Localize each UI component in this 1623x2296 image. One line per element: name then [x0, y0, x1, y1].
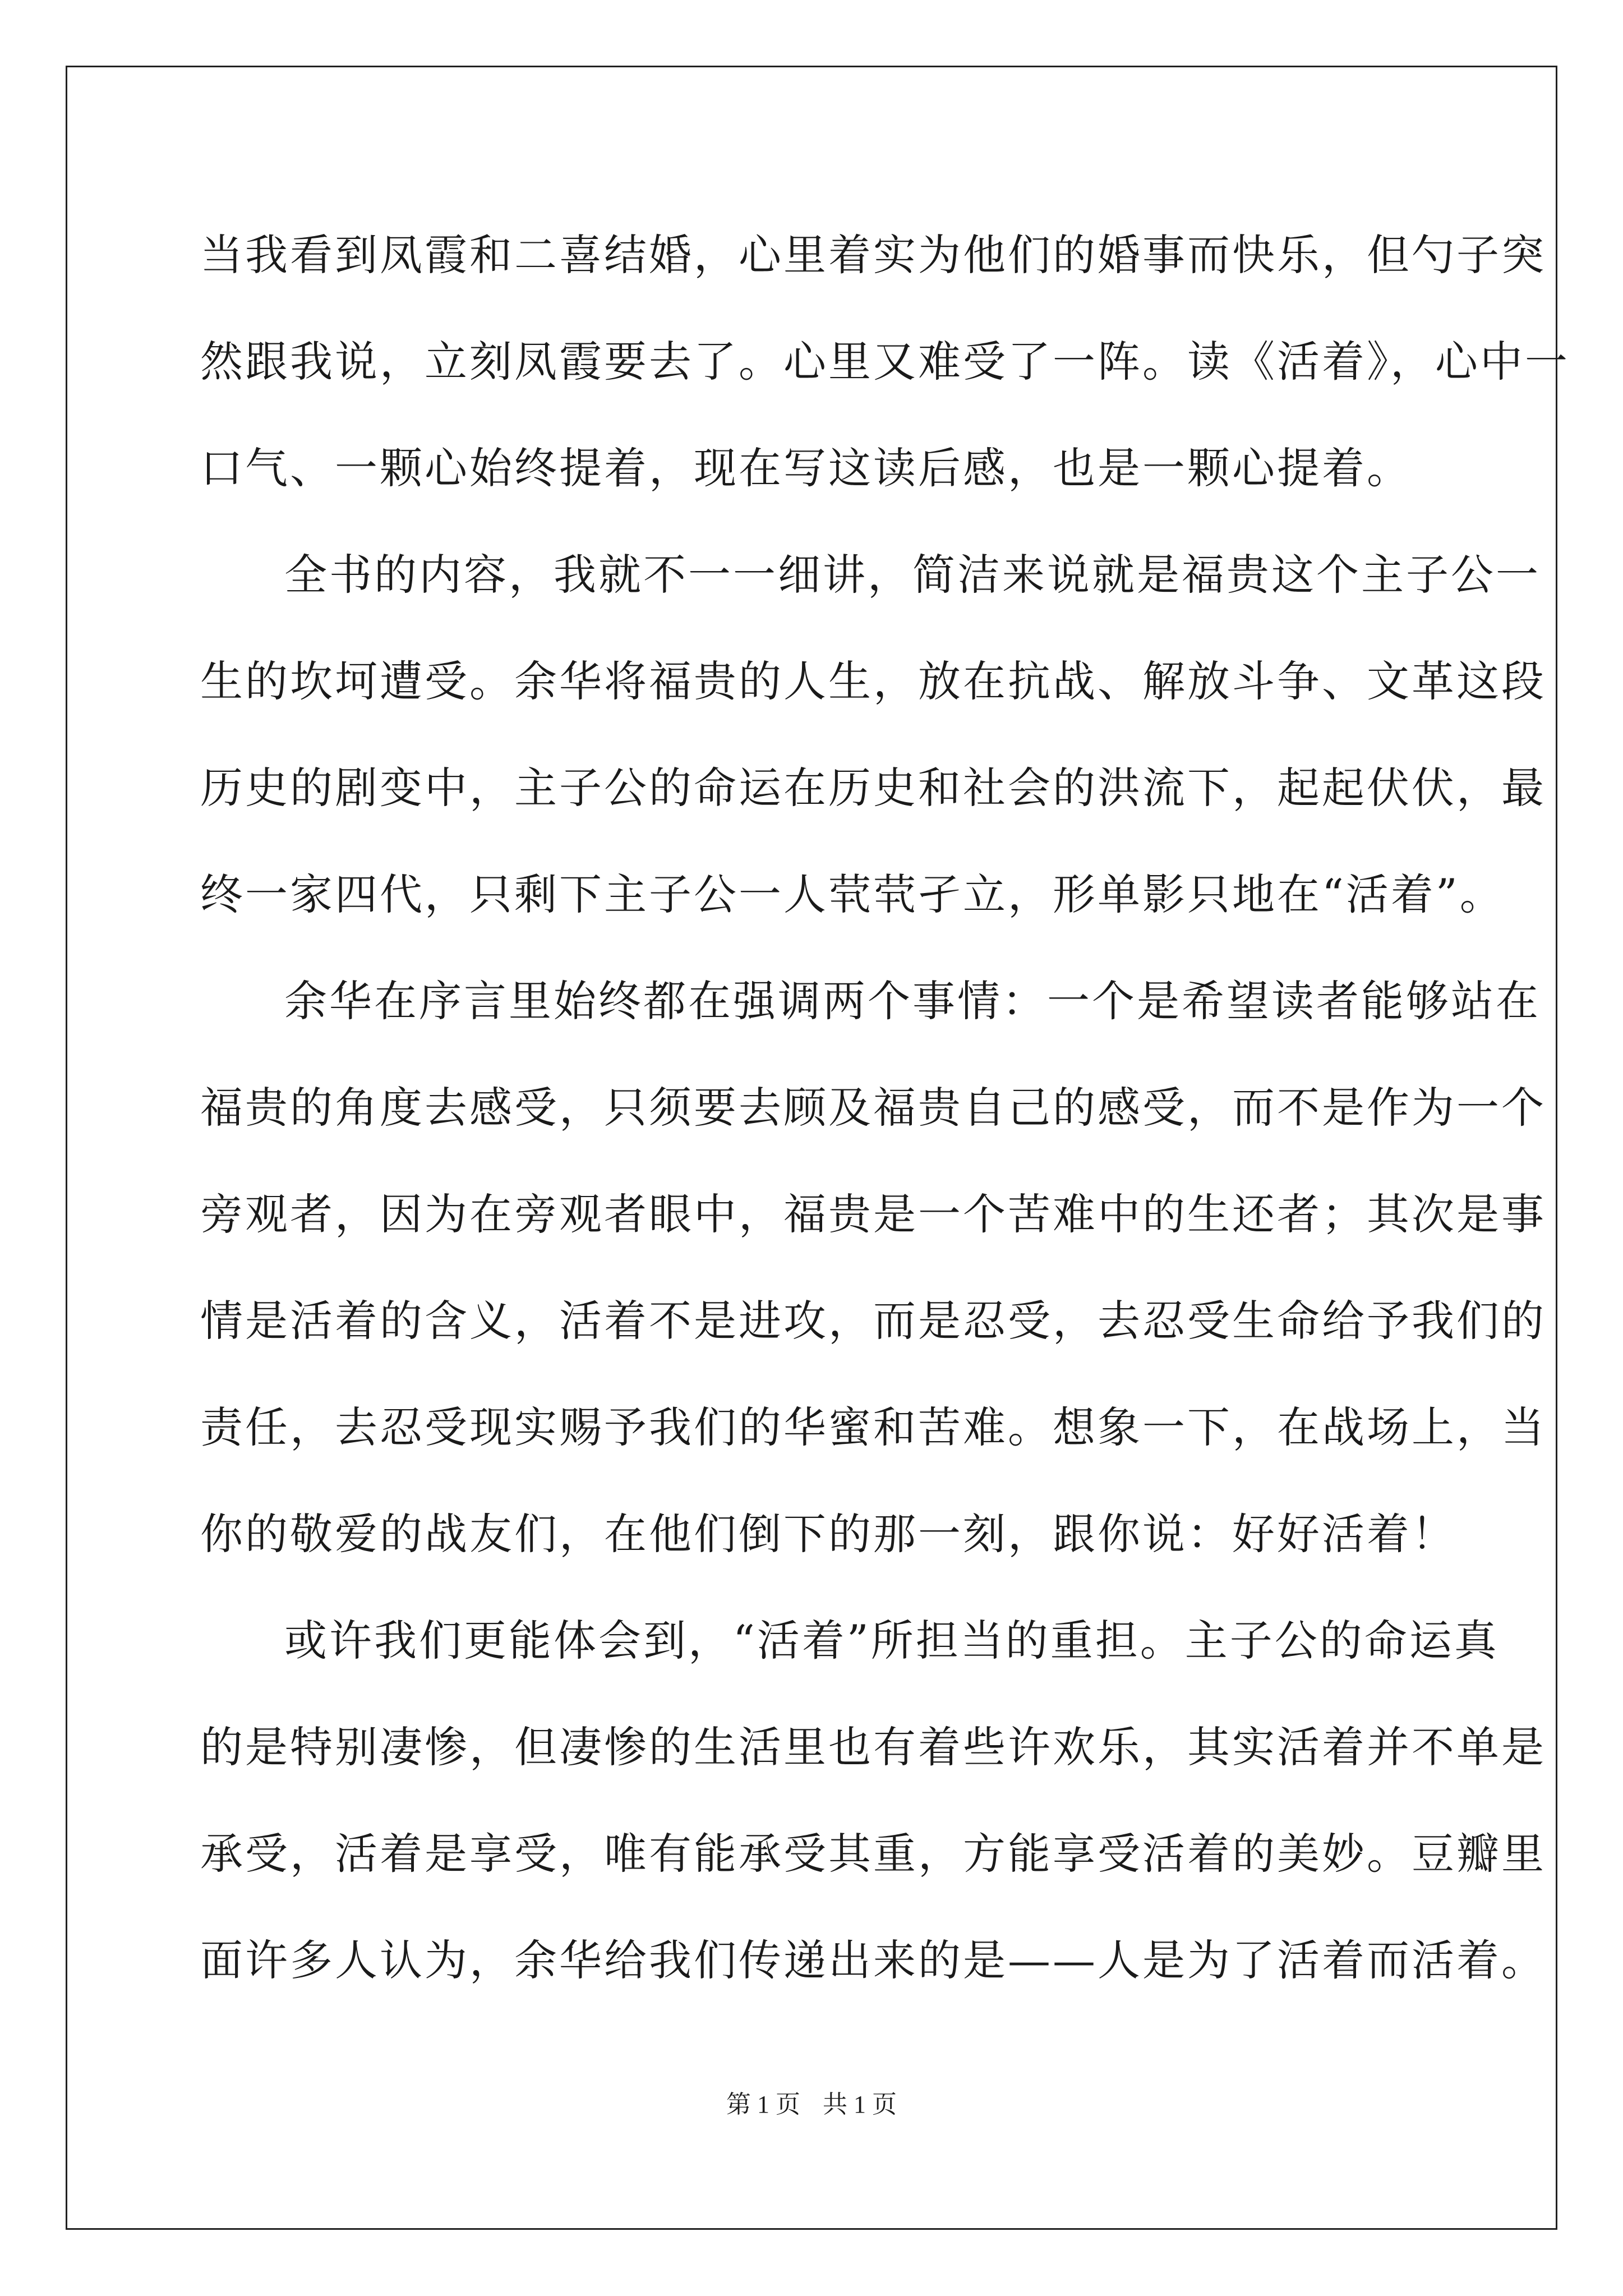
- text-line: 你的敬爱的战友们，在他们倒下的那一刻，跟你说：好好活着！: [200, 1509, 1456, 1559]
- text-line: 当我看到凤霞和二喜结婚，心里着实为他们的婚事而快乐，但勺子突: [200, 230, 1546, 280]
- text-line: 口气、一颗心始终提着，现在写这读后感，也是一颗心提着。: [200, 443, 1412, 493]
- text-line: 情是活着的含义，活着不是进攻，而是忍受，去忍受生命给予我们的: [200, 1296, 1546, 1346]
- paragraph-start-line: 或许我们更能体会到，“活着”所担当的重担。主子公的命运真: [284, 1616, 1499, 1665]
- paragraph-start-line: 全书的内容，我就不一一细讲，简洁来说就是福贵这个主子公一: [284, 550, 1541, 600]
- document-body: [200, 202, 1570, 2014]
- page-number: 第 1 页: [726, 2091, 800, 2118]
- page-total: 共 1 页: [823, 2091, 897, 2118]
- text-line: 承受，活着是享受，唯有能承受其重，方能享受活着的美妙。豆瓣里: [200, 1829, 1546, 1879]
- text-line: 然跟我说，立刻凤霞要去了。心里又难受了一阵。读《活着》，心中一: [200, 337, 1570, 386]
- page-footer: [0, 2088, 1623, 2122]
- text-line: 面许多人认为，余华给我们传递出来的是——人是为了活着而活着。: [200, 1935, 1546, 1985]
- text-line: 历史的剧变中，主子公的命运在历史和社会的洪流下，起起伏伏，最: [200, 763, 1546, 813]
- text-line: 生的坎坷遭受。余华将福贵的人生，放在抗战、解放斗争、文革这段: [200, 656, 1546, 706]
- text-line: 的是特别凄惨，但凄惨的生活里也有着些许欢乐，其实活着并不单是: [200, 1722, 1546, 1772]
- text-line: 终一家四代，只剩下主子公一人茕茕孑立，形单影只地在“活着”。: [200, 869, 1505, 919]
- paragraph-start-line: 余华在序言里始终都在强调两个事情：一个是希望读者能够站在: [284, 976, 1541, 1026]
- text-line: 旁观者，因为在旁观者眼中，福贵是一个苦难中的生还者；其次是事: [200, 1189, 1546, 1239]
- text-line: 福贵的角度去感受，只须要去顾及福贵自己的感受，而不是作为一个: [200, 1083, 1546, 1133]
- text-line: 责任，去忍受现实赐予我们的华蜜和苦难。想象一下，在战场上，当: [200, 1402, 1546, 1452]
